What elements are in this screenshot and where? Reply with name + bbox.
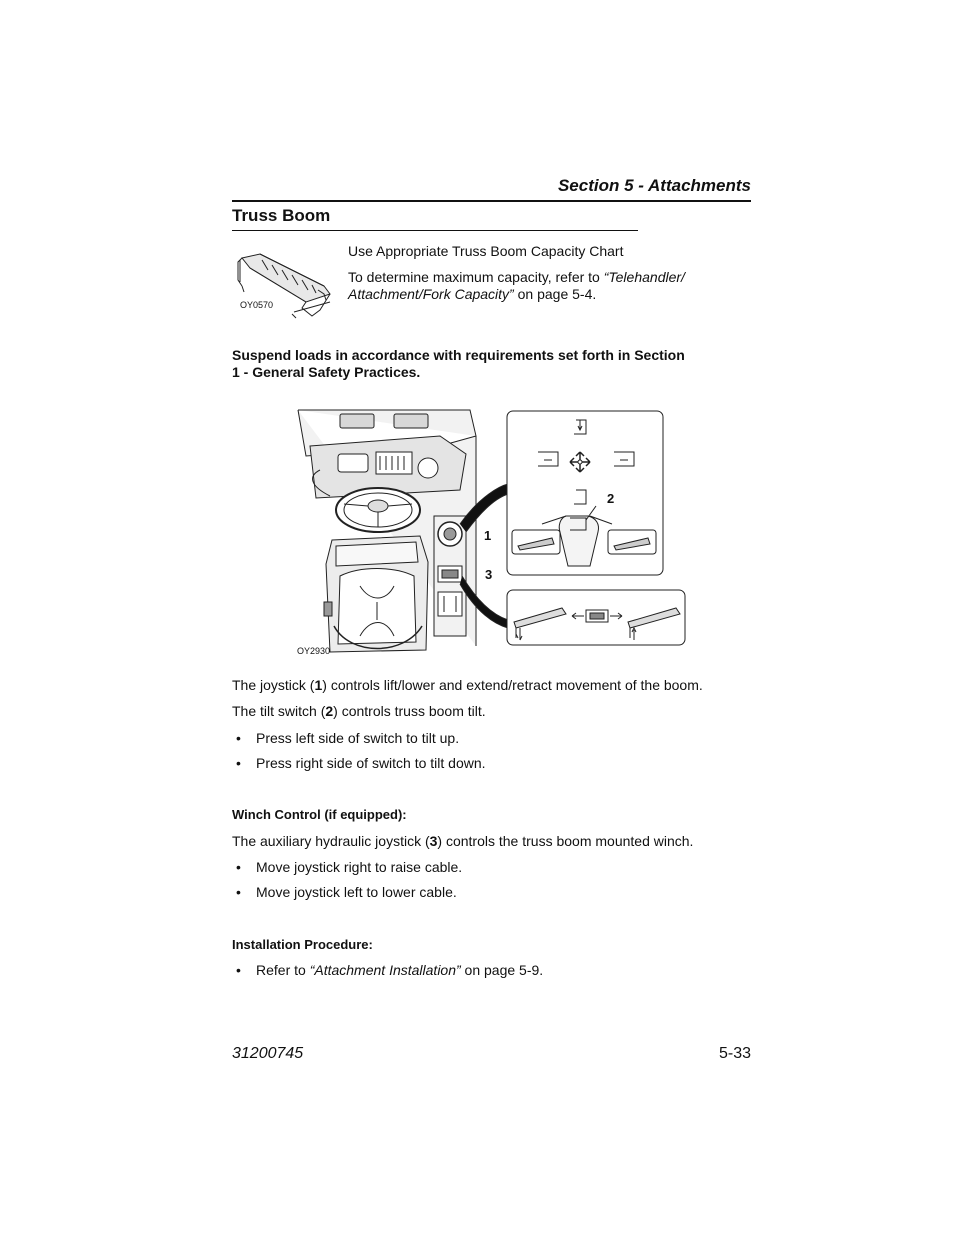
installation-link[interactable]: “Attachment Installation”	[309, 962, 461, 978]
callout-1: 1	[484, 528, 492, 543]
tilt-switch-text: The tilt switch (2) controls truss boom tilt.	[232, 703, 486, 719]
page-title: Truss Boom	[232, 206, 331, 225]
page-number: 5-33	[718, 1045, 751, 1062]
callout-3: 3	[485, 567, 493, 582]
header-rule	[232, 200, 751, 202]
capacity-chart-text: Use Appropriate Truss Boom Capacity Chart	[348, 243, 624, 259]
figure2-label: OY2930	[297, 646, 331, 656]
title-rule	[232, 230, 638, 231]
document-number: 31200745	[232, 1045, 304, 1062]
figure1-label: OY0570	[240, 300, 274, 310]
safety-warning: Suspend loads in accordance with requirements set forth in Section 1 - General Safety Practices.	[232, 347, 685, 380]
callout-2: 2	[607, 491, 615, 506]
capacity-link[interactable]: “Telehandler/	[603, 269, 685, 285]
truss-boom-illustration	[232, 246, 337, 324]
winch-text: The auxiliary hydraulic joystick (3) controls the truss boom mounted winch.	[232, 833, 694, 849]
capacity-reference: To determine maximum capacity, refer to “Telehandler/ Attachment/Fork Capacity” on page 5-4.	[348, 269, 685, 302]
joystick-text: The joystick (1) controls lift/lower and extend/retract movement of the boom.	[232, 677, 703, 693]
winch-heading: Winch Control (if equipped):	[232, 807, 407, 822]
capacity-link-cont[interactable]: Attachment/Fork Capacity”	[348, 286, 514, 302]
installation-heading: Installation Procedure:	[232, 937, 373, 952]
section-header: Section 5 - Attachments	[557, 176, 751, 195]
